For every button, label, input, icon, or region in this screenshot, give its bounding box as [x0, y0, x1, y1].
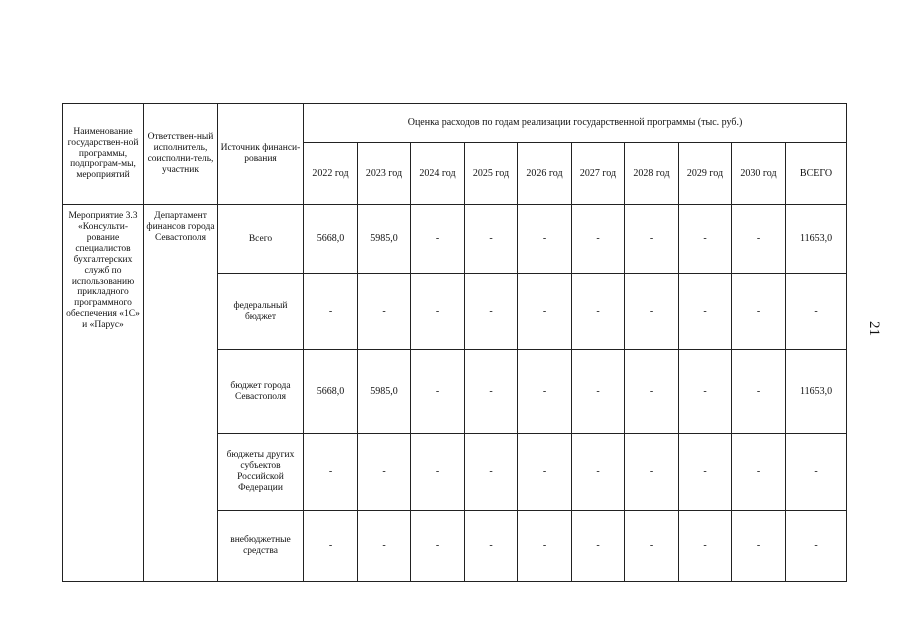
- header-funding-source: Источник финанси-рования: [218, 104, 304, 205]
- header-year: 2025 год: [465, 143, 518, 205]
- value-cell: -: [518, 434, 572, 511]
- header-year: 2022 год: [304, 143, 358, 205]
- header-program-name: Наименование государствен-ной программы, подпрограм-мы, мероприятий: [63, 104, 144, 205]
- total-cell: -: [786, 274, 847, 350]
- header-year: 2029 год: [679, 143, 732, 205]
- value-cell: -: [572, 511, 625, 582]
- activity-executor: Департамент финансов города Севастополя: [144, 205, 218, 582]
- value-cell: -: [679, 434, 732, 511]
- value-cell: 5668,0: [304, 350, 358, 434]
- value-cell: -: [679, 274, 732, 350]
- value-cell: -: [358, 274, 411, 350]
- total-cell: -: [786, 511, 847, 582]
- header-year: 2028 год: [625, 143, 679, 205]
- value-cell: -: [572, 434, 625, 511]
- value-cell: -: [625, 205, 679, 274]
- funding-source-cell: бюджет города Севастополя: [218, 350, 304, 434]
- value-cell: -: [304, 434, 358, 511]
- value-cell: -: [732, 274, 786, 350]
- funding-source-cell: внебюджетные средства: [218, 511, 304, 582]
- value-cell: -: [358, 434, 411, 511]
- header-row-1: [63, 104, 847, 143]
- funding-source-cell: Всего: [218, 205, 304, 274]
- header-year: 2024 год: [411, 143, 465, 205]
- value-cell: -: [304, 511, 358, 582]
- value-cell: -: [625, 434, 679, 511]
- value-cell: -: [411, 511, 465, 582]
- value-cell: -: [304, 274, 358, 350]
- value-cell: -: [411, 350, 465, 434]
- value-cell: -: [358, 511, 411, 582]
- table-row: [63, 205, 847, 274]
- value-cell: -: [732, 434, 786, 511]
- value-cell: 5668,0: [304, 205, 358, 274]
- value-cell: -: [465, 205, 518, 274]
- value-cell: -: [411, 434, 465, 511]
- activity-name: Мероприятие 3.3 «Консульти-рование специалистов бухгалтерских служб по использованию прикладного программного обеспечения «1С» и «Парус»: [63, 205, 144, 582]
- value-cell: -: [518, 205, 572, 274]
- funding-source-cell: бюджеты других субъектов Российской Федерации: [218, 434, 304, 511]
- value-cell: -: [518, 511, 572, 582]
- header-year: 2026 год: [518, 143, 572, 205]
- value-cell: -: [465, 274, 518, 350]
- value-cell: -: [625, 274, 679, 350]
- value-cell: -: [732, 350, 786, 434]
- value-cell: -: [411, 205, 465, 274]
- header-year: 2023 год: [358, 143, 411, 205]
- page-number: 21: [866, 321, 882, 336]
- header-expense-estimate: Оценка расходов по годам реализации государственной программы (тыс. руб.): [304, 104, 847, 143]
- value-cell: -: [465, 350, 518, 434]
- value-cell: -: [679, 205, 732, 274]
- value-cell: -: [732, 511, 786, 582]
- total-cell: 11653,0: [786, 350, 847, 434]
- value-cell: -: [572, 350, 625, 434]
- total-cell: 11653,0: [786, 205, 847, 274]
- funding-source-cell: федеральный бюджет: [218, 274, 304, 350]
- value-cell: -: [518, 350, 572, 434]
- budget-table: [62, 103, 847, 582]
- value-cell: -: [679, 511, 732, 582]
- header-executor: Ответствен-ный исполнитель, соисполни-тель, участник: [144, 104, 218, 205]
- value-cell: -: [465, 511, 518, 582]
- value-cell: -: [572, 205, 625, 274]
- header-year: 2030 год: [732, 143, 786, 205]
- value-cell: 5985,0: [358, 350, 411, 434]
- header-year: 2027 год: [572, 143, 625, 205]
- value-cell: -: [679, 350, 732, 434]
- value-cell: -: [411, 274, 465, 350]
- header-total: ВСЕГО: [786, 143, 847, 205]
- value-cell: 5985,0: [358, 205, 411, 274]
- value-cell: -: [625, 511, 679, 582]
- value-cell: -: [732, 205, 786, 274]
- value-cell: -: [518, 274, 572, 350]
- value-cell: -: [465, 434, 518, 511]
- value-cell: -: [625, 350, 679, 434]
- value-cell: -: [572, 274, 625, 350]
- total-cell: -: [786, 434, 847, 511]
